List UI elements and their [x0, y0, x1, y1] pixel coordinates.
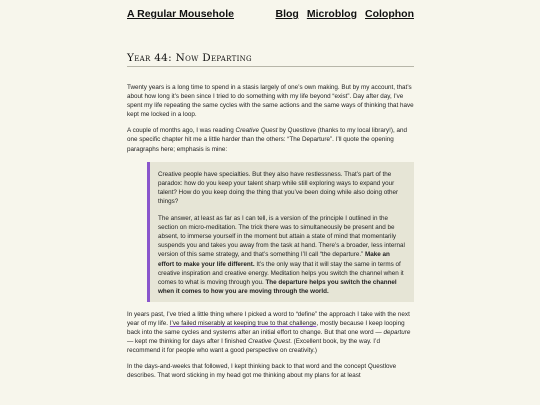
paragraph-reading-text-a: A couple of months ago, I was reading [127, 127, 236, 135]
nav-blog-link[interactable]: Blog [275, 8, 299, 20]
nav-microblog-link[interactable]: Microblog [306, 8, 358, 20]
departure-word: departure [383, 329, 411, 337]
paragraph-reading [127, 126, 414, 153]
quote-text-a: The answer, at least as far as I can tell, is a version of the principle I outlined in the section on micro-meditation. The trick there was to simultaneously be present and be absent, to immerse yourself in the moment but attain a state of mind that momentarily suspends you and takes you away from the task at hand. There’s a broader, less internal version of this same strategy, and that’s something I’ll call “the departure.” [158, 215, 405, 259]
book-title: Creative Quest [235, 127, 278, 135]
paragraph-word-text-c: — kept me thinking for days after I finished [127, 338, 249, 346]
site-nav [276, 8, 414, 20]
quote-emphasis-1: Make an effort to make your life different. [158, 251, 390, 268]
paragraph-intro: Twenty years is a long time to spend in a stasis largely of one’s own making. But by my account, that’s about how long it’s been since I tried to do something with my life beyond “exist”. Day after day, I’ve spent my life repeating the same cycles with the same actions and the same ways of thinking that have kept me locked in a loop. [127, 84, 414, 119]
paragraph-reading-text-b: by Questlove (thanks to my local library!), and one specific chapter hit me a little harder than the others: “The Departure”. I’ll quote the opening paragraphs here; emphasis is mine: [127, 127, 408, 153]
book-title-2: Creative Quest [248, 338, 291, 346]
paragraph-word [127, 310, 414, 355]
quote-text-c: It’s the only way that it will stay the same in terms of creative inspiration and creative energy. Meditation helps you switch the channel when it comes to what is moving through you. [158, 260, 404, 286]
quote-block [147, 162, 414, 302]
paragraph-following: In the days-and-weeks that followed, I kept thinking back to that word and the concept Questlove describes. That word sticking in my head got me thinking about my plans for at least [127, 363, 397, 380]
quote-emphasis-2: The departure helps you switch the channel when it comes to how you are moving through the world. [158, 278, 397, 295]
post-title: Year 44: Now Departing [127, 52, 252, 64]
paragraph-word-text-b: , mostly because I keep looping back into the same cycles and systems after an initial effort to change. But that one word — [127, 319, 405, 337]
title-divider [127, 66, 414, 67]
paragraph-word-text-a: In years past, I’ve tried a little thing where I picked a word to “define” the approach I take with the next year of my life. [127, 310, 410, 327]
blog-post [127, 52, 414, 388]
nav-colophon-link[interactable]: Colophon [365, 8, 414, 20]
site-title-link[interactable]: A Regular Mousehole [127, 8, 234, 20]
quote-paragraph-2 [158, 214, 406, 296]
failed-challenge-link[interactable]: I’ve failed miserably at keeping true to that challenge [169, 319, 317, 327]
site-header [127, 8, 414, 20]
quote-paragraph-1: Creative people have specialties. But they also have restlessness. That’s part of the paradox: how do you keep your talent sharp while still exploring ways to expand your talent? How do you keep doing the thing that you’ve been doing while also doing other things? [158, 170, 399, 205]
paragraph-word-text-d: . (Excellent book, by the way. I’d recommend it for people who want a good perspective on creativity.) [127, 338, 380, 355]
